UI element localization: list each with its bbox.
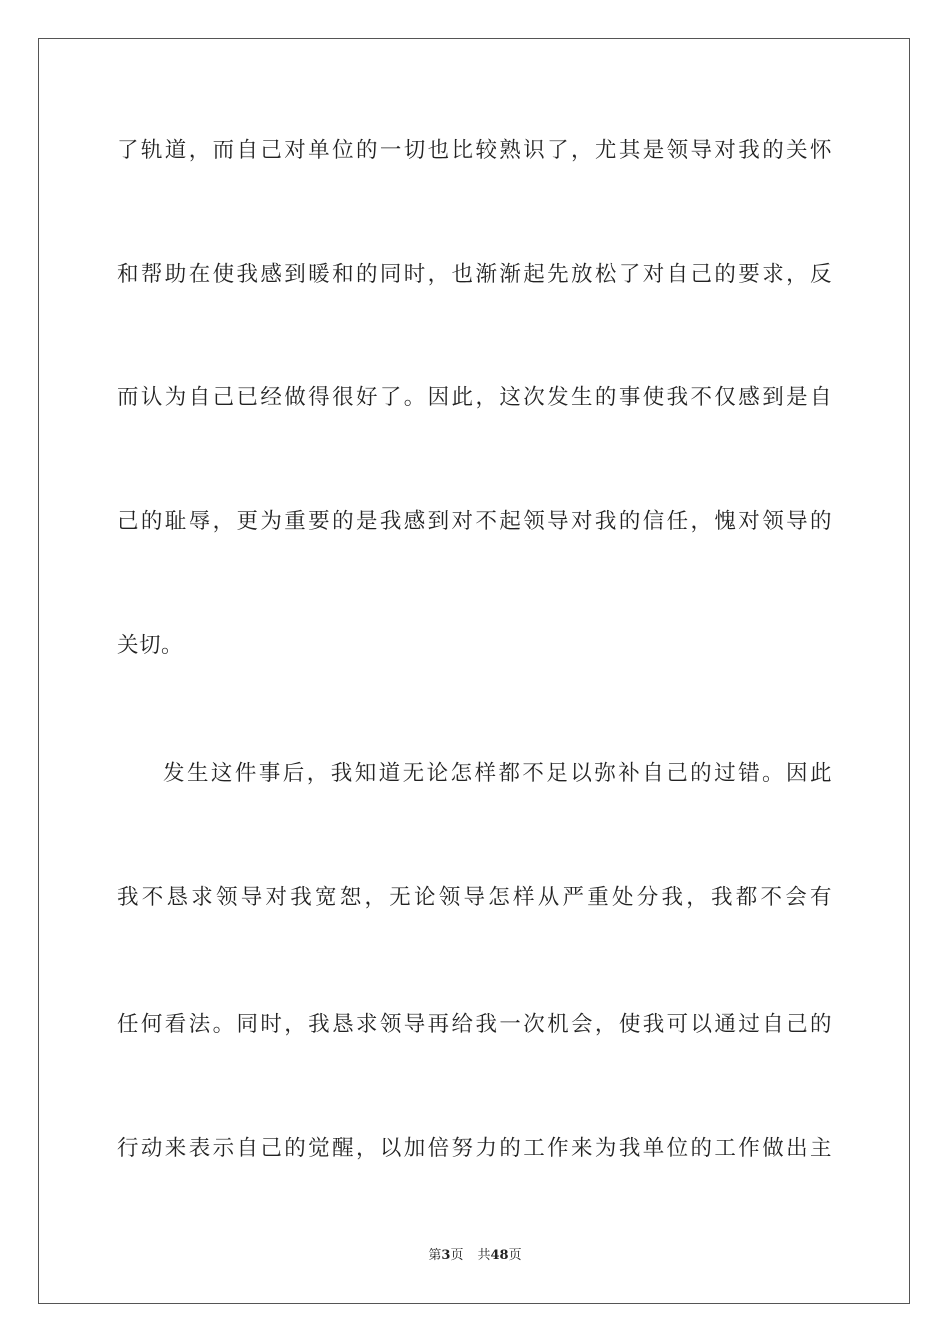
- footer-page-suffix: 页: [450, 1248, 464, 1263]
- body-text-line-7: 我不恳求领导对我宽恕，无论领导怎样从严重处分我，我都不会有: [117, 885, 832, 910]
- body-text-line-3: 而认为自己已经做得很好了。因此，这次发生的事使我不仅感到是自: [117, 385, 832, 410]
- page-footer: [0, 1246, 950, 1266]
- page-border: [38, 38, 910, 1304]
- footer-page-number: 3: [441, 1248, 451, 1263]
- footer-page-prefix: 第: [428, 1248, 442, 1263]
- body-text-line-6: 发生这件事后，我知道无论怎样都不足以弥补自己的过错。因此: [163, 761, 832, 786]
- body-text-line-9: 行动来表示自己的觉醒，以加倍努力的工作来为我单位的工作做出主: [117, 1136, 832, 1161]
- body-text-line-8: 任何看法。同时，我恳求领导再给我一次机会，使我可以通过自己的: [117, 1012, 832, 1037]
- body-text-line-2: 和帮助在使我感到暖和的同时，也渐渐起先放松了对自己的要求，反: [117, 262, 832, 287]
- footer-total-suffix: 页: [508, 1248, 522, 1263]
- footer-total-pages: 48: [490, 1248, 509, 1263]
- body-text-line-1: 了轨道，而自己对单位的一切也比较熟识了，尤其是领导对我的关怀: [117, 138, 832, 163]
- body-text-line-4: 己的耻辱，更为重要的是我感到对不起领导对我的信任，愧对领导的: [117, 509, 832, 534]
- footer-total-prefix: 共: [477, 1248, 491, 1263]
- body-text-line-5: 关切。: [117, 633, 184, 658]
